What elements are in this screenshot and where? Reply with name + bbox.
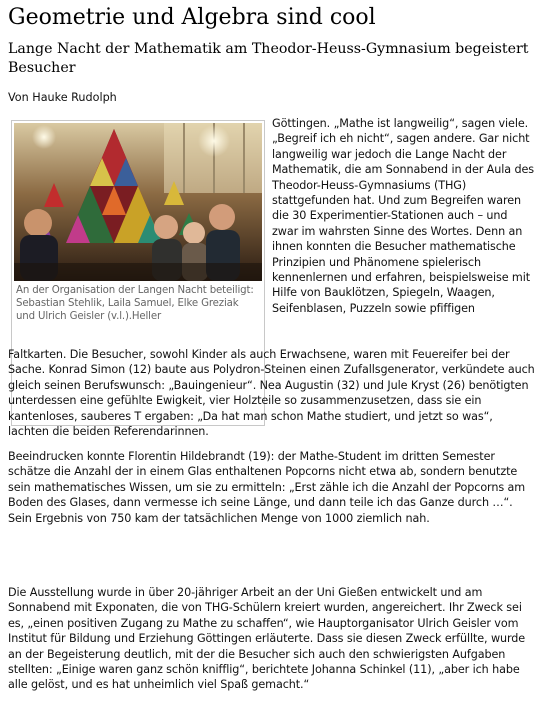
paragraph-intro-continued: Faltkarten. Die Besucher, sowohl Kinder als auch Erwachsene, waren mit Feuereifer bei der Sache. Konrad Simon (12) baute aus Polydron-Steinen einen Zufallsgenerator, verkündete auch gleich seinen Berufswunsch: „Bauingenieur“. Nea Augustin (32) und Jule Kryst (26) benötigten unterdessen eine gefühlte Ewigkeit, vier Holzteile so zusammenzusetzen, dass sie ein kantenloses, sauberes T ergaben: „Da hat man schon Mathe studiert, und jetzt so was“, lachten die beiden Referendarinnen.: [8, 348, 535, 439]
paragraph-intro: Göttingen. „Mathe ist langweilig“, sagen viele. „Begreif ich eh nicht“, sagen andere. Gar nicht langweilig war jedoch die Lange Nacht der Mathematik, die am Sonnabend in der Aula des Theodor-Heuss-Gymnasiums (THG) stattgefunden hat. Und zum Begreifen waren die 30 Experimentier-Stationen auch – und zwar im wahrsten Sinne des Wortes. Denn an ihnen konnten die Besucher mathematische Prinzipien und Phänomene spielerisch kennenlernen und erfahren, beispielsweise mit Hilfe von Bauklötzen, Spiegeln, Waagen, Seifenblasen, Puzzeln sowie pfiffigen: [272, 117, 534, 315]
byline: Von Hauke Rudolph: [8, 91, 117, 104]
article-title: Geometrie und Algebra sind cool: [8, 5, 376, 30]
article-subtitle: Lange Nacht der Mathematik am Theodor-Heuss-Gymnasium begeistert Besucher: [8, 41, 529, 76]
paragraph-exhibition: Die Ausstellung wurde in über 20-jähriger Arbeit an der Uni Gießen entwickelt und am Sonnabend mit Exponaten, die von THG-Schülern kreiert wurden, angereichert. Ihr Zweck sei es, „einen positiven Zugang zu Mathe zu schaffen“, wie Hauptorganisator Ulrich Geisler vom Institut für Bildung und Erziehung Göttingen erläuterte. Dass sie diesen Zweck erfüllte, wurde an der Begeisterung deutlich, mit der die Besucher sich auch den schwierigsten Aufgaben stellten: „Einige waren ganz schön knifflig“, berichtete Johanna Schinkel (11), „aber ich habe alle gelöst, und es hat unheimlich viel Spaß gemacht.“: [8, 586, 526, 692]
paragraph-popcorn: Beeindrucken konnte Florentin Hildebrandt (19): der Mathe-Student im dritten Semester schätze die Anzahl der in einem Glas enthaltenen Popcorns nicht etwa ab, sondern benutzte sein mathematisches Wissen, um sie zu ermitteln: „Erst zähle ich die Anzahl der Popcorns am Boden des Glases, dann vermesse ich seine Länge, und dann teile ich das Ganze durch …“. Sein Ergebnis von 750 kam der tatsächlichen Menge von 1000 ziemlich nah.: [8, 450, 526, 525]
photo-caption: An der Organisation der Langen Nacht beteiligt: Sebastian Stehlik, Laila Samuel, Elke Greziak und Ulrich Geisler (v.l.).Heller: [16, 285, 254, 322]
article-photo[interactable]: [14, 123, 262, 281]
photo-illustration: [14, 123, 262, 281]
